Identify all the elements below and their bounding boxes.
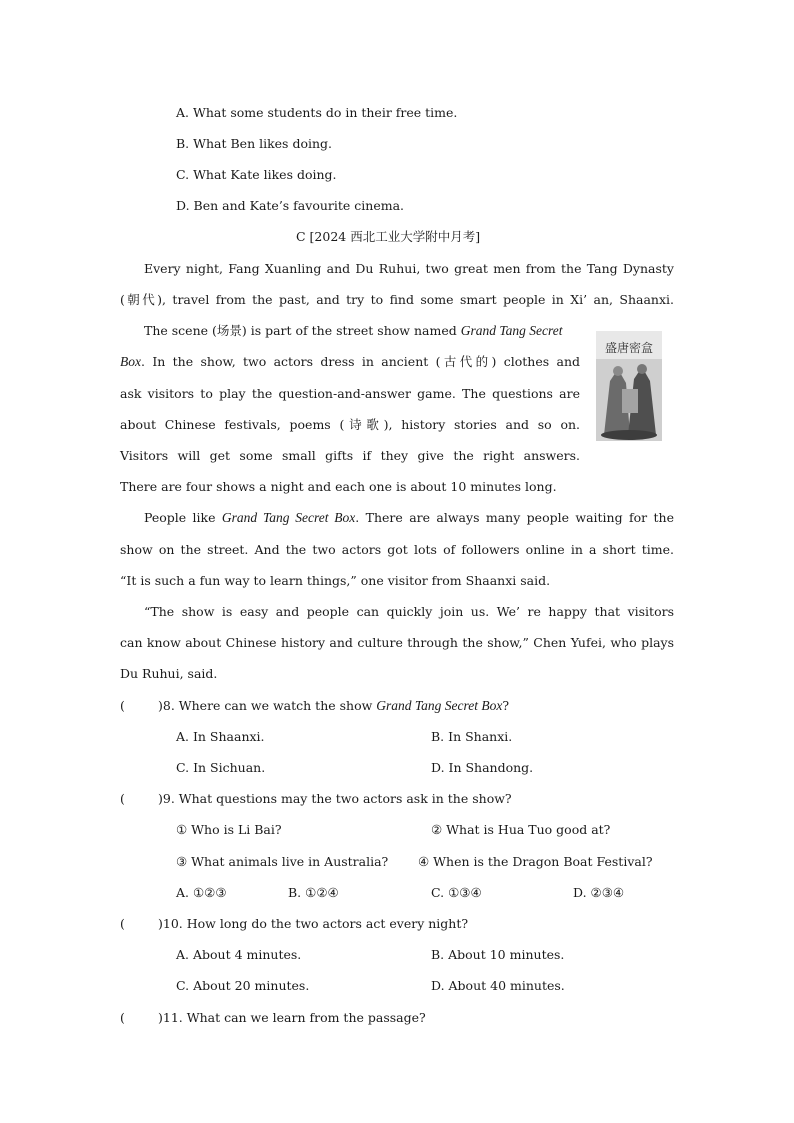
- passage-p2-line1-text: The scene (场景) is part of the street show named: [144, 323, 461, 338]
- section-heading: C [2024 西北工业大学附中月考]: [296, 229, 481, 244]
- passage-p2-line2-text: . In the show, two actors dress in ancient (古代的) clothes and: [141, 354, 580, 369]
- show-title-p3: Grand Tang Secret Box: [221, 510, 356, 525]
- q9-option-a[interactable]: A. ①②③: [176, 885, 227, 900]
- question-8-text: )8. Where can we watch the show: [158, 698, 377, 713]
- passage-p2-line6: There are four shows a night and each one is about 10 minutes long.: [120, 479, 557, 494]
- passage-p1-line2: (朝代), travel from the past, and try to find some smart people in Xi’ an, Shaanxi.: [120, 292, 674, 307]
- q9-option-d[interactable]: D. ②③④: [573, 885, 625, 900]
- passage-p2-line5: Visitors will get some small gifts if they give the right answers.: [120, 448, 580, 463]
- prev-option-a: A. What some students do in their free time.: [176, 105, 458, 120]
- answer-blank-q9[interactable]: (: [120, 791, 125, 806]
- question-9: )9. What questions may the two actors ask in the show?: [158, 791, 512, 806]
- question-10: )10. How long do the two actors act every night?: [158, 916, 469, 931]
- passage-p1-line1: Every night, Fang Xuanling and Du Ruhui, two great men from the Tang Dynasty: [144, 261, 674, 276]
- passage-p3-line2: show on the street. And the two actors got lots of followers online in a short time.: [120, 542, 674, 557]
- prev-option-c: C. What Kate likes doing.: [176, 167, 337, 182]
- passage-p2-line2: [120, 354, 580, 370]
- q9-item-3: ③ What animals live in Australia?: [176, 854, 389, 869]
- q10-option-c[interactable]: C. About 20 minutes.: [176, 978, 310, 993]
- q9-item-1: ① Who is Li Bai?: [176, 822, 282, 837]
- answer-blank-q11[interactable]: (: [120, 1010, 125, 1025]
- show-photo-illustration: [596, 331, 662, 441]
- passage-p2-line4: about Chinese festivals, poems (诗歌), history stories and so on.: [120, 417, 580, 432]
- q9-option-b[interactable]: B. ①②④: [288, 885, 339, 900]
- q8-option-a[interactable]: A. In Shaanxi.: [176, 729, 265, 744]
- photo-caption: 盛唐密盒: [604, 341, 654, 355]
- question-8: [158, 698, 509, 714]
- passage-p3-line3: “It is such a fun way to learn things,” one visitor from Shaanxi said.: [120, 573, 551, 588]
- q10-option-a[interactable]: A. About 4 minutes.: [176, 947, 302, 962]
- passage-p2-line1: [144, 323, 562, 339]
- q9-item-4: ④ When is the Dragon Boat Festival?: [418, 854, 653, 869]
- q10-option-d[interactable]: D. About 40 minutes.: [431, 978, 565, 993]
- q10-option-b[interactable]: B. About 10 minutes.: [431, 947, 565, 962]
- question-11: )11. What can we learn from the passage?: [158, 1010, 426, 1025]
- answer-blank-q8[interactable]: (: [120, 698, 125, 713]
- answer-blank-q10[interactable]: (: [120, 916, 125, 931]
- prev-option-b: B. What Ben likes doing.: [176, 136, 332, 151]
- passage-p4-line2: can know about Chinese history and culture through the show,” Chen Yufei, who plays: [120, 635, 674, 650]
- show-title-inline: Grand Tang Secret: [460, 323, 563, 338]
- q8-option-d[interactable]: D. In Shandong.: [431, 760, 534, 775]
- passage-p3-line1b: . There are always many people waiting for the: [355, 510, 674, 525]
- question-8-title: Grand Tang Secret Box: [376, 698, 503, 713]
- prev-option-d: D. Ben and Kate’s favourite cinema.: [176, 198, 404, 213]
- passage-p3-line1a: People like: [144, 510, 222, 525]
- passage-p3-line1: [144, 510, 674, 526]
- q9-item-2: ② What is Hua Tuo good at?: [431, 822, 611, 837]
- q8-option-b[interactable]: B. In Shanxi.: [431, 729, 513, 744]
- passage-p4-line1: “The show is easy and people can quickly join us. We’ re happy that visitors: [144, 604, 674, 619]
- question-8-end: ?: [502, 698, 510, 713]
- passage-p4-line3: Du Ruhui, said.: [120, 666, 218, 681]
- passage-p2-line3: ask visitors to play the question-and-answer game. The questions are: [120, 386, 580, 401]
- q8-option-c[interactable]: C. In Sichuan.: [176, 760, 266, 775]
- show-title-inline-2: Box: [120, 354, 141, 369]
- show-photo: [596, 331, 662, 441]
- q9-option-c[interactable]: C. ①③④: [431, 885, 482, 900]
